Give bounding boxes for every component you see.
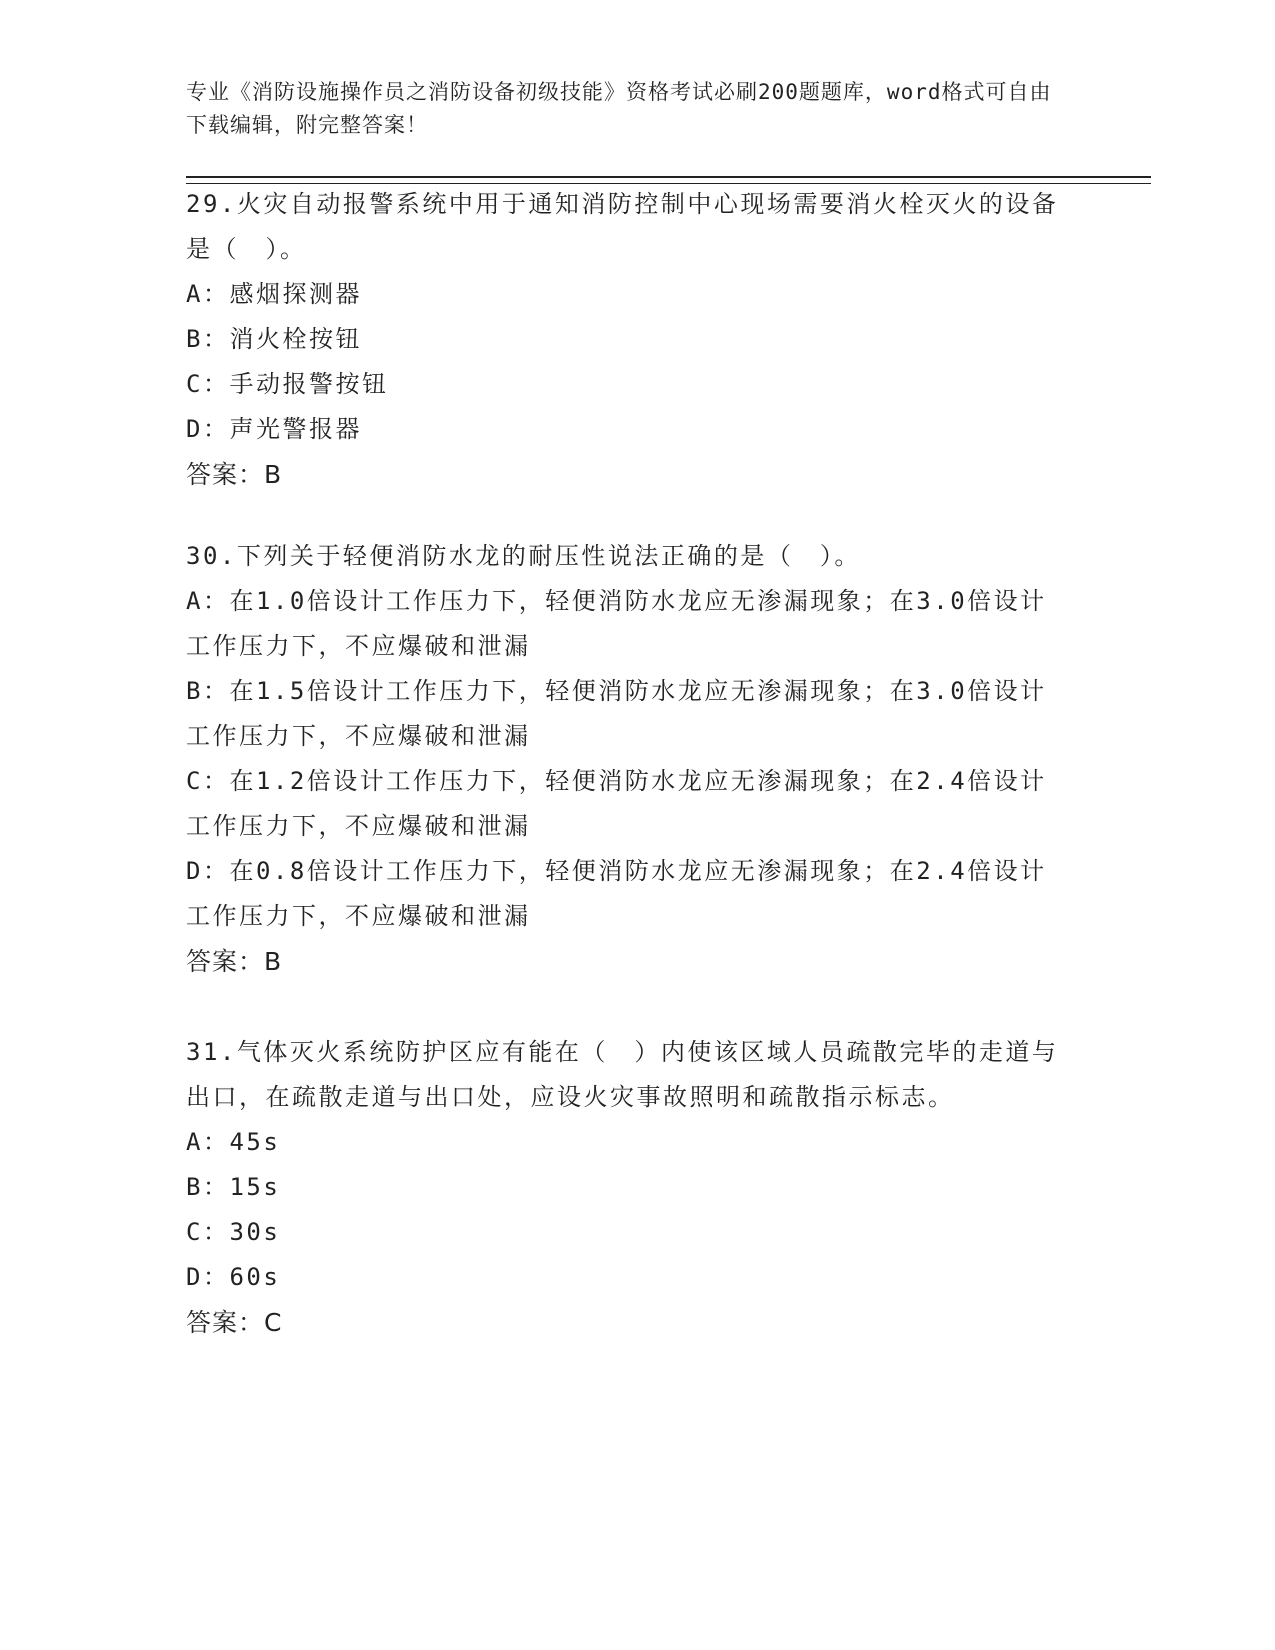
option-b: B：消火栓按钮 — [186, 325, 362, 353]
option-b: B：15s — [186, 1173, 281, 1201]
option-d: D：在0.8倍设计工作压力下，轻便消防水龙应无渗漏现象；在2.4倍设计工作压力下，不应爆破和泄漏 — [186, 857, 1047, 930]
option-c: C：在1.2倍设计工作压力下，轻便消防水龙应无渗漏现象；在2.4倍设计工作压力下，不应爆破和泄漏 — [186, 767, 1047, 840]
option-a: A：45s — [186, 1128, 281, 1156]
option-a: A：感烟探测器 — [186, 280, 362, 308]
option-c: C：手动报警按钮 — [186, 370, 389, 398]
question-stem: 30.下列关于轻便消防水龙的耐压性说法正确的是（ ）。 — [186, 542, 861, 570]
question-30 — [186, 534, 1066, 984]
question-stem: 31.气体灭火系统防护区应有能在（ ）内使该区域人员疏散完毕的走道与出口，在疏散走道与出口处，应设火灾事故照明和疏散指示标志。 — [186, 1038, 1059, 1111]
option-c: C：30s — [186, 1218, 281, 1246]
question-31 — [186, 1030, 1066, 1345]
document-header: 专业《消防设施操作员之消防设备初级技能》资格考试必刷200题题库，word格式可自由下载编辑，附完整答案！ — [186, 80, 1052, 137]
header-divider-thick — [186, 176, 1151, 178]
option-b: B：在1.5倍设计工作压力下，轻便消防水龙应无渗漏现象；在3.0倍设计工作压力下，不应爆破和泄漏 — [186, 677, 1047, 750]
answer-key: 答案：C — [186, 1308, 283, 1337]
option-d: D：声光警报器 — [186, 415, 362, 443]
option-d: D：60s — [186, 1263, 281, 1291]
question-29 — [186, 182, 1066, 497]
question-stem: 29.火灾自动报警系统中用于通知消防控制中心现场需要消火栓灭火的设备是（ ）。 — [186, 190, 1059, 263]
option-a: A：在1.0倍设计工作压力下，轻便消防水龙应无渗漏现象；在3.0倍设计工作压力下，不应爆破和泄漏 — [186, 587, 1047, 660]
answer-key: 答案：B — [186, 460, 283, 489]
answer-key: 答案：B — [186, 947, 283, 976]
